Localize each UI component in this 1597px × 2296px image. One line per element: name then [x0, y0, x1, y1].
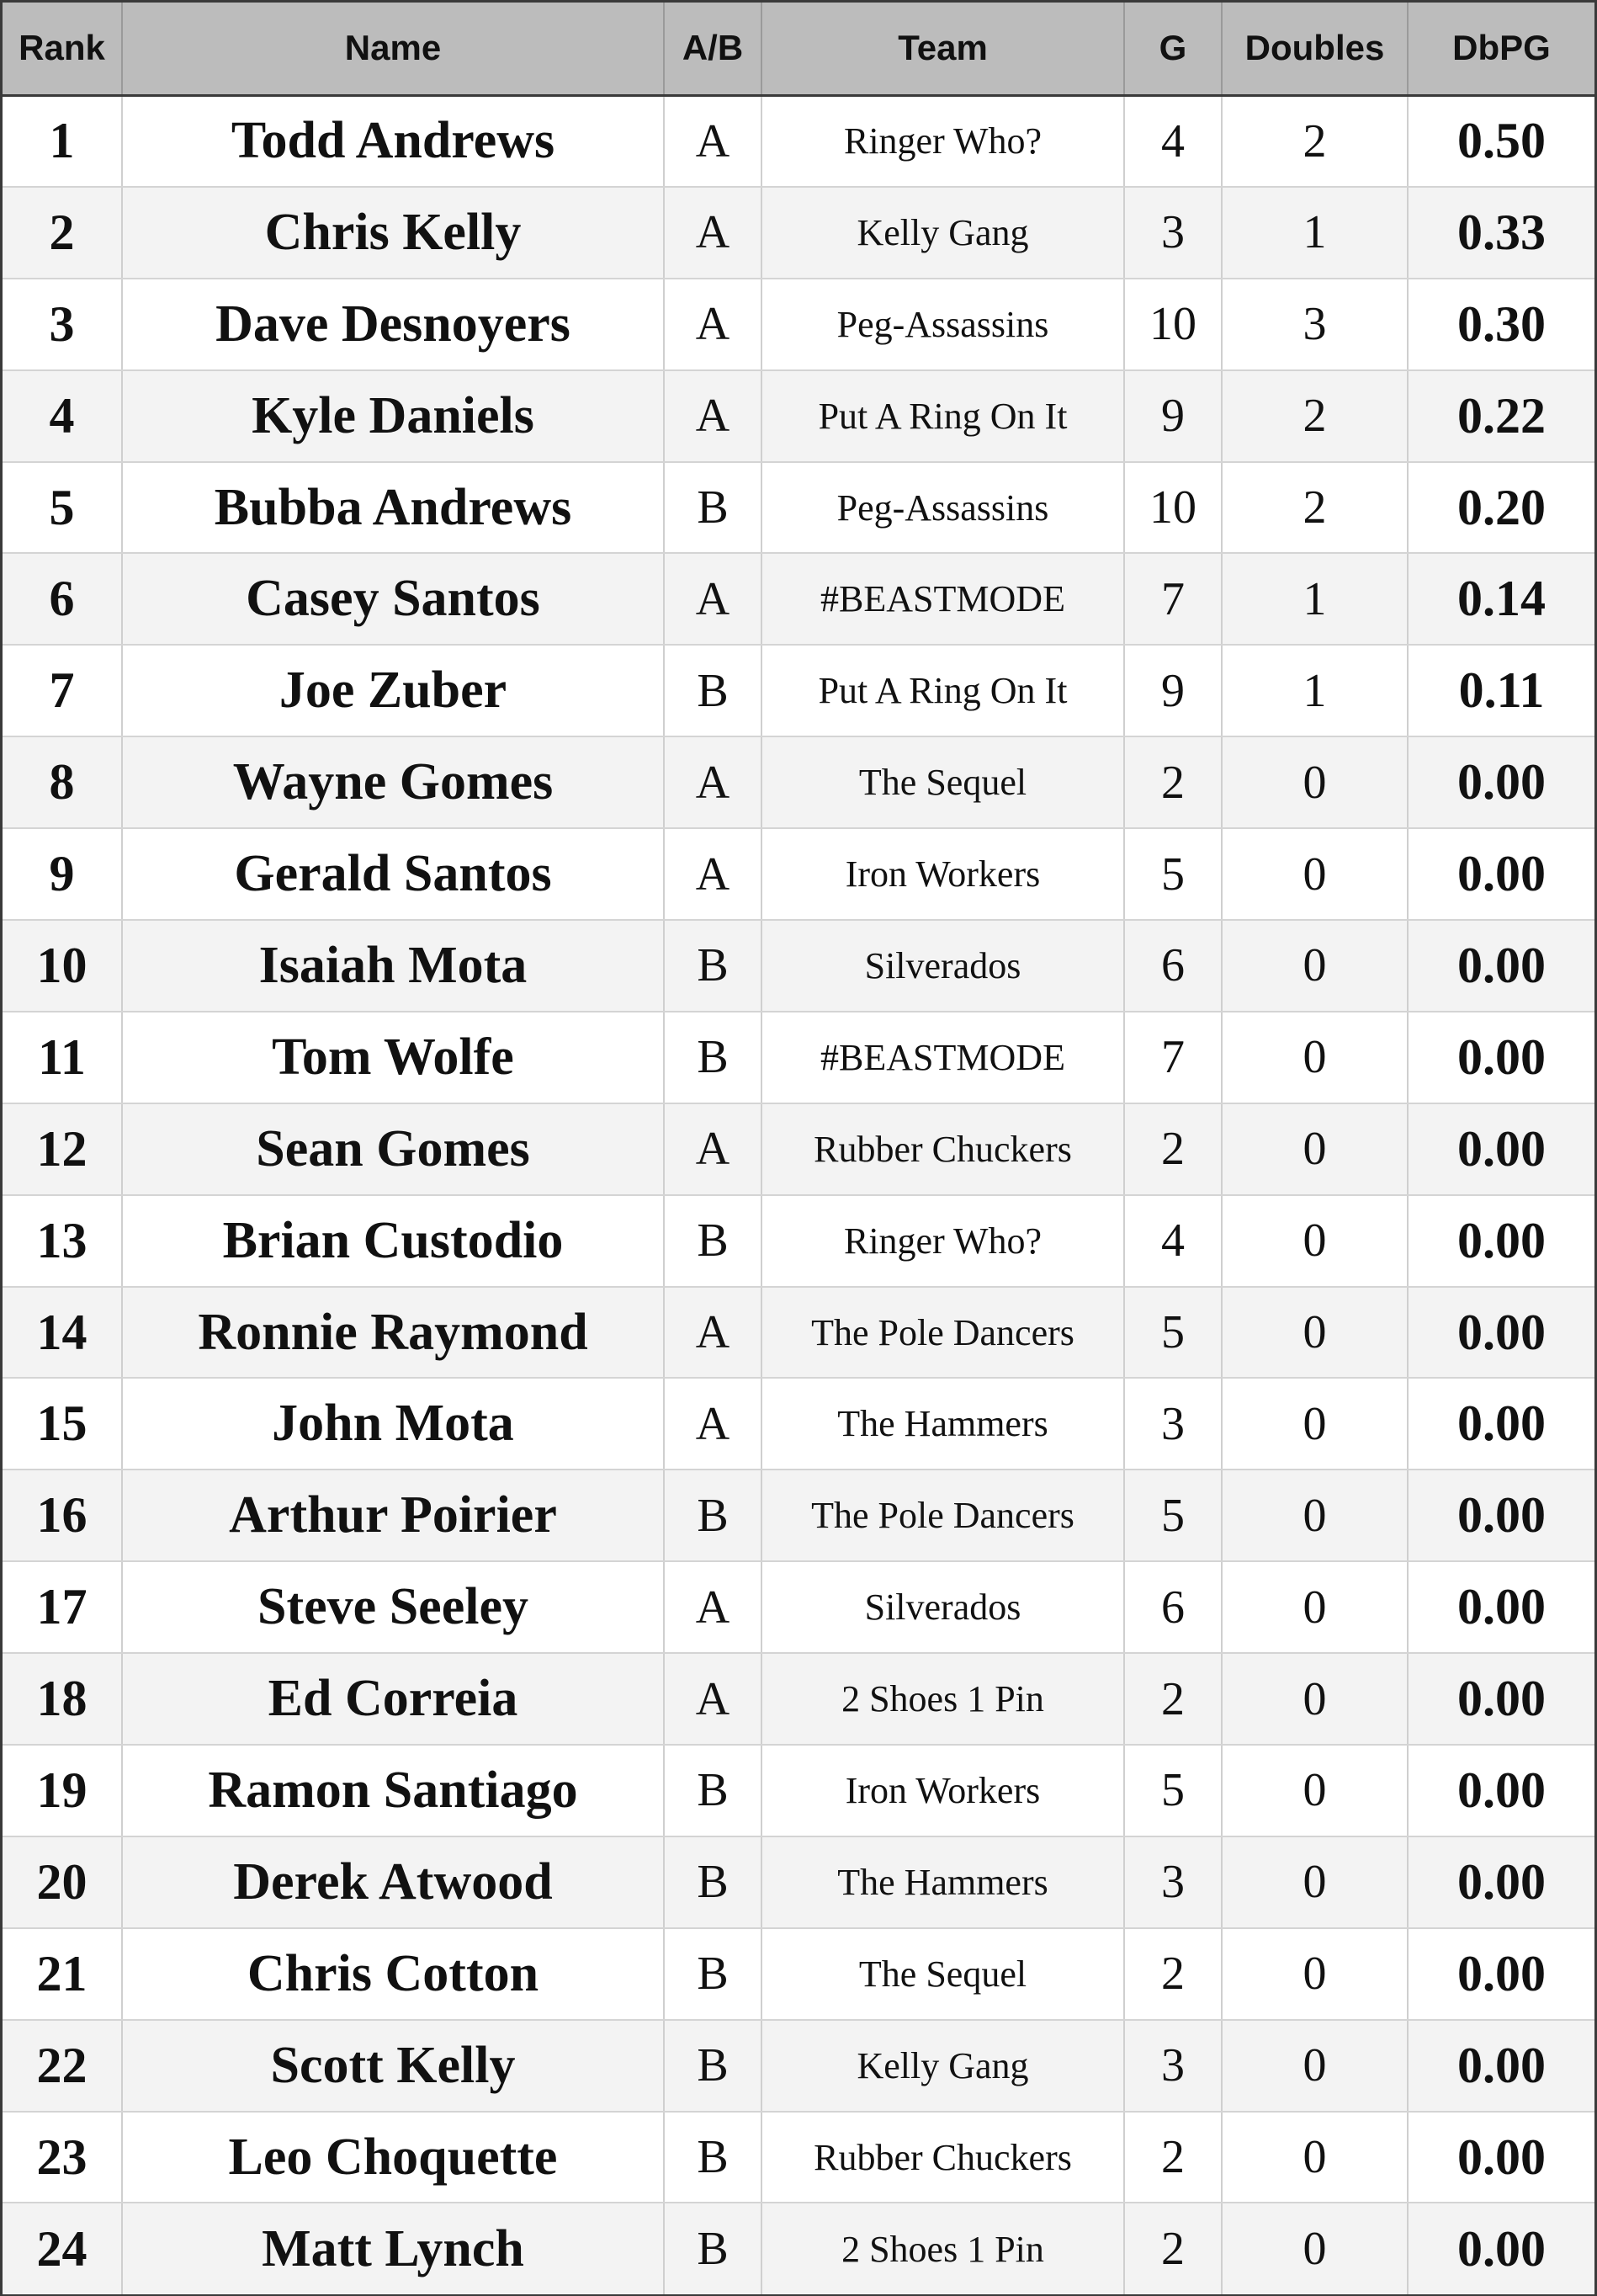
table-row: [3, 1287, 1594, 1379]
ab-cell: B: [664, 2112, 761, 2203]
rank-cell: 7: [3, 645, 122, 736]
table-body: [3, 95, 1594, 2294]
games-cell: 2: [1124, 736, 1222, 828]
team-cell: The Sequel: [761, 736, 1124, 828]
rank-cell: 10: [3, 920, 122, 1012]
dbpg-cell: 0.00: [1408, 1653, 1594, 1745]
rank-cell: 6: [3, 553, 122, 645]
games-cell: 3: [1124, 1378, 1222, 1470]
ab-cell: B: [664, 920, 761, 1012]
name-cell: Bubba Andrews: [122, 462, 664, 554]
doubles-cell: 0: [1222, 2020, 1408, 2112]
team-cell: Rubber Chuckers: [761, 1103, 1124, 1195]
dbpg-cell: 0.00: [1408, 2112, 1594, 2203]
team-cell: The Pole Dancers: [761, 1470, 1124, 1561]
name-cell: Kyle Daniels: [122, 370, 664, 462]
dbpg-cell: 0.00: [1408, 1470, 1594, 1561]
team-cell: The Sequel: [761, 1928, 1124, 2020]
table-row: [3, 370, 1594, 462]
games-cell: 2: [1124, 1103, 1222, 1195]
doubles-cell: 0: [1222, 1561, 1408, 1653]
ab-cell: B: [664, 1928, 761, 2020]
games-cell: 6: [1124, 920, 1222, 1012]
ab-cell: A: [664, 279, 761, 370]
games-cell: 6: [1124, 1561, 1222, 1653]
table-row: [3, 279, 1594, 370]
name-cell: Gerald Santos: [122, 828, 664, 920]
dbpg-cell: 0.00: [1408, 1195, 1594, 1287]
dbpg-cell: 0.22: [1408, 370, 1594, 462]
games-cell: 3: [1124, 187, 1222, 279]
name-cell: Wayne Gomes: [122, 736, 664, 828]
name-cell: Matt Lynch: [122, 2203, 664, 2294]
ab-cell: B: [664, 1470, 761, 1561]
rank-cell: 1: [3, 95, 122, 187]
dbpg-cell: 0.00: [1408, 1745, 1594, 1836]
table-row: [3, 2020, 1594, 2112]
name-cell: Leo Choquette: [122, 2112, 664, 2203]
header-team: Team: [761, 3, 1124, 95]
rank-cell: 8: [3, 736, 122, 828]
games-cell: 5: [1124, 1470, 1222, 1561]
dbpg-cell: 0.00: [1408, 1928, 1594, 2020]
header-name: Name: [122, 3, 664, 95]
doubles-cell: 0: [1222, 1378, 1408, 1470]
dbpg-cell: 0.30: [1408, 279, 1594, 370]
table-row: [3, 736, 1594, 828]
name-cell: Tom Wolfe: [122, 1012, 664, 1103]
rank-cell: 20: [3, 1836, 122, 1928]
table-row: [3, 828, 1594, 920]
dbpg-cell: 0.14: [1408, 553, 1594, 645]
games-cell: 5: [1124, 1745, 1222, 1836]
dbpg-cell: 0.00: [1408, 1103, 1594, 1195]
name-cell: Sean Gomes: [122, 1103, 664, 1195]
ab-cell: A: [664, 370, 761, 462]
table-row: [3, 1378, 1594, 1470]
team-cell: Peg-Assassins: [761, 279, 1124, 370]
team-cell: Kelly Gang: [761, 2020, 1124, 2112]
rank-cell: 2: [3, 187, 122, 279]
rank-cell: 18: [3, 1653, 122, 1745]
table-row: [3, 1928, 1594, 2020]
dbpg-cell: 0.00: [1408, 1378, 1594, 1470]
ab-cell: B: [664, 1745, 761, 1836]
doubles-cell: 1: [1222, 645, 1408, 736]
games-cell: 4: [1124, 1195, 1222, 1287]
ab-cell: B: [664, 1836, 761, 1928]
rank-cell: 19: [3, 1745, 122, 1836]
ab-cell: B: [664, 462, 761, 554]
name-cell: John Mota: [122, 1378, 664, 1470]
rank-cell: 11: [3, 1012, 122, 1103]
doubles-cell: 0: [1222, 1745, 1408, 1836]
table-row: [3, 2203, 1594, 2294]
ab-cell: B: [664, 645, 761, 736]
team-cell: Put A Ring On It: [761, 370, 1124, 462]
ab-cell: A: [664, 95, 761, 187]
team-cell: Kelly Gang: [761, 187, 1124, 279]
name-cell: Isaiah Mota: [122, 920, 664, 1012]
ab-cell: B: [664, 1012, 761, 1103]
games-cell: 2: [1124, 1653, 1222, 1745]
doubles-cell: 2: [1222, 370, 1408, 462]
team-cell: 2 Shoes 1 Pin: [761, 1653, 1124, 1745]
dbpg-cell: 0.00: [1408, 828, 1594, 920]
name-cell: Joe Zuber: [122, 645, 664, 736]
table-row: [3, 645, 1594, 736]
games-cell: 9: [1124, 370, 1222, 462]
doubles-cell: 2: [1222, 462, 1408, 554]
table-row: [3, 1103, 1594, 1195]
dbpg-cell: 0.00: [1408, 1561, 1594, 1653]
dbpg-cell: 0.00: [1457, 2220, 1546, 2277]
team-cell: Peg-Assassins: [761, 462, 1124, 554]
doubles-cell: 3: [1222, 279, 1408, 370]
games-cell: 3: [1124, 1836, 1222, 1928]
header-ab: A/B: [664, 3, 761, 95]
table-row: [3, 1745, 1594, 1836]
header-rank: Rank: [3, 3, 122, 95]
doubles-cell: 0: [1222, 1195, 1408, 1287]
team-cell: Ringer Who?: [761, 95, 1124, 187]
dbpg-cell: 0.00: [1408, 736, 1594, 828]
header-doubles: Doubles: [1222, 3, 1408, 95]
games-cell: 7: [1124, 1012, 1222, 1103]
team-cell: Silverados: [761, 1561, 1124, 1653]
name-cell: Chris Kelly: [122, 187, 664, 279]
rank-cell: 23: [3, 2112, 122, 2203]
games-cell: 4: [1124, 95, 1222, 187]
doubles-cell: 0: [1222, 1012, 1408, 1103]
team-cell: Iron Workers: [761, 828, 1124, 920]
rank-cell: 16: [3, 1470, 122, 1561]
rank-cell: 14: [3, 1287, 122, 1379]
doubles-per-game-table: [3, 3, 1594, 2294]
doubles-cell: 0: [1222, 1470, 1408, 1561]
doubles-cell: 1: [1222, 553, 1408, 645]
header-row: [3, 3, 1594, 95]
doubles-cell: 0: [1222, 1928, 1408, 2020]
team-cell: Put A Ring On It: [761, 645, 1124, 736]
ab-cell: B: [664, 2203, 761, 2294]
dbpg-cell: 0.00: [1408, 1012, 1594, 1103]
name-cell: Scott Kelly: [122, 2020, 664, 2112]
games-cell: 2: [1124, 1928, 1222, 2020]
doubles-cell: 0: [1222, 1653, 1408, 1745]
doubles-cell: 0: [1222, 828, 1408, 920]
dbpg-cell: 0.11: [1408, 645, 1594, 736]
table-row: [3, 1561, 1594, 1653]
team-cell: #BEASTMODE: [761, 553, 1124, 645]
games-cell: 5: [1124, 828, 1222, 920]
dbpg-cell: 0.00: [1408, 920, 1594, 1012]
games-cell: 3: [1124, 2020, 1222, 2112]
doubles-cell: 0: [1222, 1103, 1408, 1195]
ab-cell: B: [664, 1195, 761, 1287]
header-g: G: [1124, 3, 1222, 95]
team-cell: The Hammers: [761, 1836, 1124, 1928]
ab-cell: A: [664, 1103, 761, 1195]
name-cell: Ed Correia: [122, 1653, 664, 1745]
doubles-cell: 0: [1222, 736, 1408, 828]
table-row: [3, 1836, 1594, 1928]
table-row: [3, 95, 1594, 187]
doubles-cell: 0: [1222, 920, 1408, 1012]
table-row: [3, 1470, 1594, 1561]
ab-cell: A: [664, 553, 761, 645]
table-header: [3, 3, 1594, 95]
ab-cell: A: [664, 1378, 761, 1470]
dbpg-cell: 0.50: [1408, 95, 1594, 187]
rank-cell: 5: [3, 462, 122, 554]
table-row: [3, 187, 1594, 279]
dbpg-cell: 0.20: [1408, 462, 1594, 554]
doubles-cell: 0: [1222, 1836, 1408, 1928]
team-cell: Ringer Who?: [761, 1195, 1124, 1287]
rank-cell: 13: [3, 1195, 122, 1287]
name-cell: Brian Custodio: [122, 1195, 664, 1287]
rank-cell: 12: [3, 1103, 122, 1195]
team-cell: #BEASTMODE: [761, 1012, 1124, 1103]
name-cell: Ronnie Raymond: [122, 1287, 664, 1379]
rank-cell: 17: [3, 1561, 122, 1653]
doubles-cell: 0: [1222, 2203, 1408, 2294]
games-cell: 5: [1124, 1287, 1222, 1379]
doubles-cell: 0: [1222, 1287, 1408, 1379]
table-row: [3, 1195, 1594, 1287]
doubles-cell: 0: [1222, 2112, 1408, 2203]
rank-cell: 21: [3, 1928, 122, 2020]
dbpg-cell: 0.00: [1408, 1836, 1594, 1928]
ab-cell: A: [664, 1561, 761, 1653]
table-row: [3, 2112, 1594, 2203]
games-cell: 2: [1124, 2112, 1222, 2203]
table-row: [3, 1012, 1594, 1103]
rank-cell: 4: [3, 370, 122, 462]
name-cell: Dave Desnoyers: [122, 279, 664, 370]
doubles-cell: 2: [1222, 95, 1408, 187]
games-cell: 7: [1124, 553, 1222, 645]
games-cell: 2: [1124, 2203, 1222, 2294]
table-row: [3, 920, 1594, 1012]
team-cell: 2 Shoes 1 Pin: [761, 2203, 1124, 2294]
team-cell: The Pole Dancers: [761, 1287, 1124, 1379]
table-row: [3, 553, 1594, 645]
table-row: [3, 462, 1594, 554]
dbpg-cell: 0.00: [1408, 1287, 1594, 1379]
name-cell: Arthur Poirier: [122, 1470, 664, 1561]
ab-cell: A: [664, 736, 761, 828]
dbpg-cell: 0.00: [1408, 2020, 1594, 2112]
name-cell: Chris Cotton: [122, 1928, 664, 2020]
rank-cell: 24: [3, 2203, 122, 2294]
rank-cell: 9: [3, 828, 122, 920]
name-cell: Casey Santos: [122, 553, 664, 645]
ab-cell: A: [664, 1287, 761, 1379]
team-cell: The Hammers: [761, 1378, 1124, 1470]
team-cell: Silverados: [761, 920, 1124, 1012]
team-cell: Iron Workers: [761, 1745, 1124, 1836]
games-cell: 9: [1124, 645, 1222, 736]
ab-cell: A: [664, 187, 761, 279]
rank-cell: 3: [3, 279, 122, 370]
doubles-cell: 1: [1222, 187, 1408, 279]
ab-cell: A: [664, 1653, 761, 1745]
table-row: [3, 1653, 1594, 1745]
name-cell: Todd Andrews: [122, 95, 664, 187]
games-cell: 10: [1124, 279, 1222, 370]
rank-cell: 15: [3, 1378, 122, 1470]
team-cell: Rubber Chuckers: [761, 2112, 1124, 2203]
header-dbpg: DbPG: [1408, 3, 1594, 95]
rank-cell: 22: [3, 2020, 122, 2112]
dbpg-cell: 0.33: [1408, 187, 1594, 279]
ab-cell: A: [664, 828, 761, 920]
games-cell: 10: [1124, 462, 1222, 554]
ab-cell: B: [664, 2020, 761, 2112]
name-cell: Ramon Santiago: [122, 1745, 664, 1836]
name-cell: Derek Atwood: [122, 1836, 664, 1928]
name-cell: Steve Seeley: [122, 1561, 664, 1653]
